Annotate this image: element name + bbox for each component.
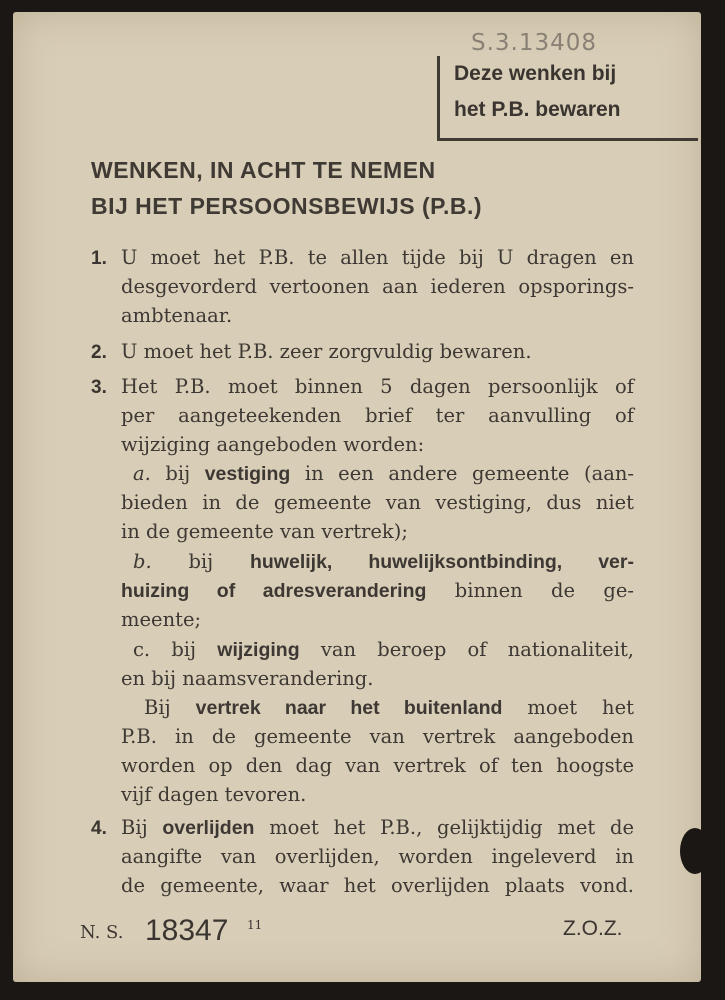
item-1-line-3: ambtenaar. — [121, 304, 233, 327]
item-3-line-1: Het P.B. moet binnen 5 dagen persoonlijk of — [121, 375, 634, 398]
item-3-line-3: wijziging aangeboden worden: — [121, 433, 425, 456]
abroad-rest: moet het — [527, 696, 634, 719]
item-4-line-3: de gemeente, waar het overlijden plaats vond. — [121, 874, 634, 897]
title-line-1: WENKEN, IN ACHT TE NEMEN — [91, 157, 436, 183]
abroad-line-2: P.B. in de gemeente van vertrek aangeboden — [121, 725, 634, 748]
item-3a-line-3: in de gemeente van vertrek); — [121, 520, 408, 543]
item-3b-rest: binnen de ge- — [454, 579, 634, 602]
item-number-3: 3. — [91, 377, 107, 398]
item-number-1: 1. — [91, 248, 107, 269]
item-3b-line-1 — [133, 552, 634, 573]
item-2-line-1: U moet het P.B. zeer zorgvuldig bewaren. — [121, 340, 532, 363]
title-line-2: BIJ HET PERSOONSBEWIJS (P.B.) — [91, 193, 483, 219]
item-1-line-1: U moet het P.B. te allen tijde bij U dragen en — [121, 246, 634, 269]
item-3-line-2: per aangeteekenden brief ter aanvulling of — [121, 404, 634, 427]
item-3a-letter: a. — [133, 462, 151, 485]
edge-notch — [680, 828, 710, 874]
item-3c-line-2: en bij naamsverandering. — [121, 667, 374, 690]
turn-over-label: Z.O.Z. — [563, 917, 623, 940]
item-3c-line-1 — [133, 640, 634, 661]
item-3b-pre: bij — [188, 550, 214, 573]
item-3b-letter: b. — [133, 550, 152, 573]
item-3b-line-2 — [121, 581, 634, 602]
item-3a-pre: bij — [165, 462, 191, 485]
item-3a-line-1 — [133, 464, 634, 485]
item-3c-letter: c. — [133, 638, 151, 661]
keep-notice-box — [437, 56, 698, 141]
keep-notice-line-1: Deze wenken bij — [454, 62, 617, 85]
item-4-line-2: aangifte van overlijden, worden ingeleverd in — [121, 845, 634, 868]
item-3a-keyword: vestiging — [204, 463, 291, 485]
abroad-line-3: worden op den dag van vertrek of ten hoogste — [121, 754, 634, 777]
document-card — [13, 12, 701, 982]
item-3c-pre: bij — [171, 638, 197, 661]
archive-number: S.3.13408 — [471, 30, 598, 56]
item-4-pre: Bij — [121, 816, 148, 839]
keep-notice-line-2: het P.B. bewaren — [454, 98, 621, 121]
item-3c-rest: van beroep of nationaliteit, — [320, 638, 634, 661]
item-3b-keyword-2: huizing of adresverandering — [121, 580, 427, 602]
item-3a-line-2: bieden in de gemeente van vestiging, dus niet — [121, 491, 634, 514]
item-4-keyword: overlijden — [162, 817, 255, 839]
item-3b-line-3: meente; — [121, 608, 202, 631]
abroad-line-1 — [144, 698, 634, 719]
item-1-line-2: desgevorderd vertoonen aan iederen opsporings- — [121, 275, 634, 298]
item-number-4: 4. — [91, 818, 107, 839]
item-4-line-1 — [121, 818, 634, 839]
abroad-pre: Bij — [144, 696, 171, 719]
abroad-keyword: vertrek naar het buitenland — [195, 697, 503, 719]
footer-superscript: 11 — [247, 918, 263, 932]
item-3c-keyword: wijziging — [217, 639, 300, 661]
abroad-line-4: vijf dagen tevoren. — [121, 783, 307, 806]
item-4-rest: moet het P.B., gelijktijdig met de — [269, 816, 634, 839]
item-number-2: 2. — [91, 342, 107, 363]
footer-number: 18347 — [145, 914, 229, 947]
item-3a-rest: in een andere gemeente (aan- — [304, 462, 635, 485]
footer-series: N. S. — [80, 922, 124, 943]
item-3b-keyword-1: huwelijk, huwelijksontbinding, ver- — [249, 551, 634, 573]
